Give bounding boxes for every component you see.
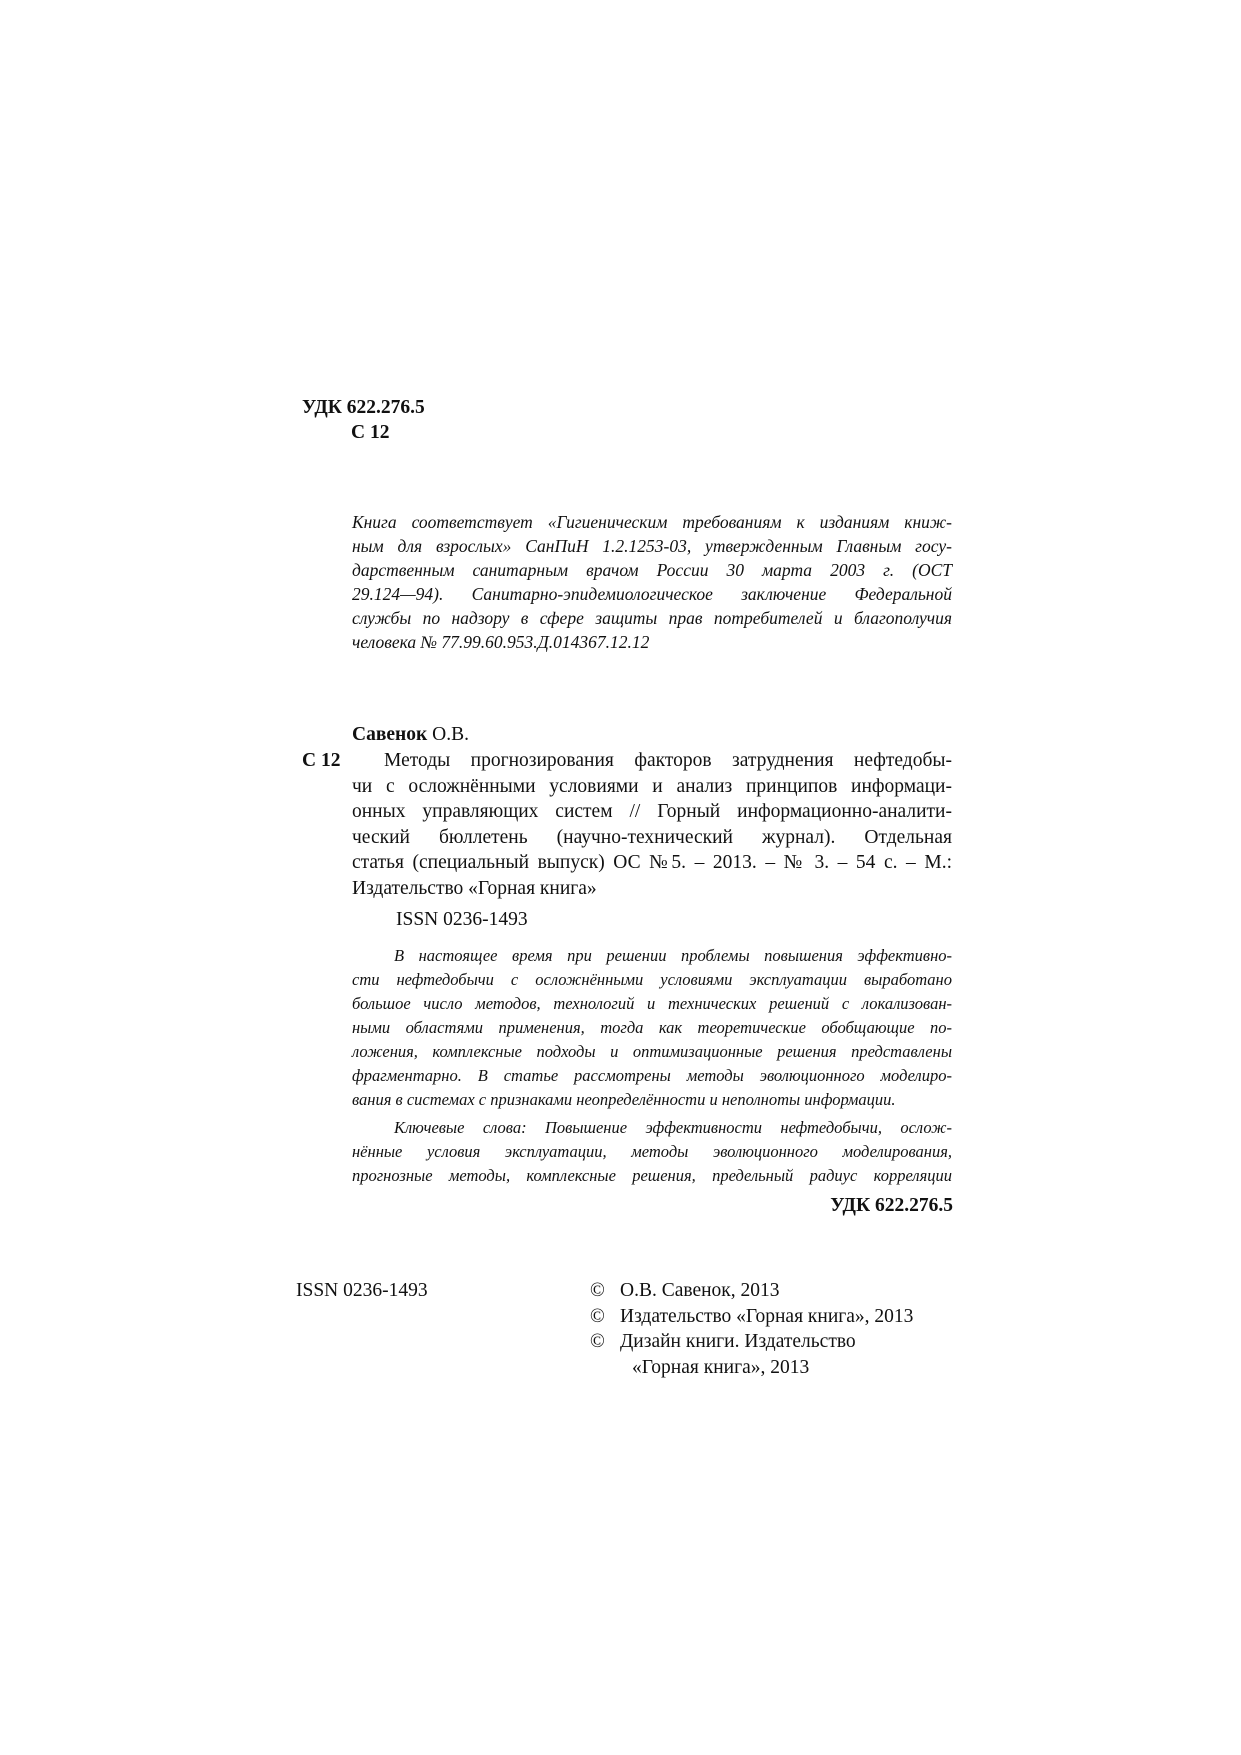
citation-line: чи с осложнёнными условиями и анализ принципов информаци- xyxy=(352,775,952,797)
abstract-line: ложения, комплексные подходы и оптимизационные решения представлены xyxy=(352,1042,952,1061)
abstract-line: большое число методов, технологий и технических решений с локализован- xyxy=(352,994,952,1013)
hygiene-line: 29.124—94). Санитарно-эпидемиологическое заключение Федеральной xyxy=(352,584,952,604)
copyright-continuation: «Горная книга», 2013 xyxy=(632,1356,810,1378)
copyright-row xyxy=(590,1329,913,1355)
issn-footer: ISSN 0236-1493 xyxy=(296,1280,428,1301)
copyright-row xyxy=(590,1304,913,1330)
hygiene-line: дарственным санитарным врачом России 30 марта 2003 г. (ОСТ xyxy=(352,560,952,580)
hygiene-line: ным для взрослых» СанПиН 1.2.1253-03, утвержденным Главным госу- xyxy=(352,536,952,556)
author-initials: О.В. xyxy=(432,724,469,745)
citation xyxy=(352,748,952,901)
copyright-text: Дизайн книги. Издательство xyxy=(620,1331,856,1352)
copyright-text: О.В. Савенок, 2013 xyxy=(620,1280,780,1301)
copyright-icon: © xyxy=(590,1331,605,1352)
abstract-line: вания в системах с признаками неопределённости и неполноты информации. xyxy=(352,1090,896,1109)
keywords-line: нённые условия эксплуатации, методы эволюционного моделирования, xyxy=(352,1142,952,1161)
keywords xyxy=(352,1116,952,1188)
citation-line: ческий бюллетень (научно-технический журнал). Отдельная xyxy=(352,826,952,848)
author xyxy=(352,722,469,747)
hygiene-note xyxy=(352,510,952,654)
copyright-block xyxy=(590,1278,913,1380)
hygiene-line: Книга соответствует «Гигиеническим требованиям к изданиям книж- xyxy=(352,512,952,532)
hygiene-line: человека № 77.99.60.953.Д.014367.12.12 xyxy=(352,632,650,652)
classification-code: С 12 xyxy=(351,422,390,443)
abstract-line: фрагментарно. В статье рассмотрены методы эволюционного моделиро- xyxy=(352,1066,952,1085)
keywords-line: Ключевые слова: Повышение эффективности нефтедобычи, ослож- xyxy=(394,1118,952,1137)
hygiene-line: службы по надзору в сфере защиты прав потребителей и благополучия xyxy=(352,608,952,628)
abstract-line: ными областями применения, тогда как теоретические обобщающие по- xyxy=(352,1018,952,1037)
author-surname: Савенок xyxy=(352,724,428,745)
keywords-line: прогнозные методы, комплексные решения, предельный радиус корреляции xyxy=(352,1166,952,1185)
udk-code: УДК 622.276.5 xyxy=(302,397,425,418)
citation-line: статья (специальный выпуск) ОС №5. – 2013. – № 3. – 54 с. – М.: xyxy=(352,852,952,873)
copyright-icon: © xyxy=(590,1305,605,1327)
issn-inline: ISSN 0236-1493 xyxy=(396,909,528,930)
citation-line: Методы прогнозирования факторов затруднения нефтедобы- xyxy=(384,750,952,771)
abstract-line: В настоящее время при решении проблемы повышения эффективно- xyxy=(394,946,952,965)
copyright-row xyxy=(590,1278,913,1304)
udk-block xyxy=(302,395,425,445)
citation-line: Издательство «Горная книга» xyxy=(352,877,597,899)
abstract-line: сти нефтедобычи с осложнёнными условиями эксплуатации выработано xyxy=(352,970,952,989)
copyright-icon: © xyxy=(590,1280,605,1301)
abstract xyxy=(352,944,952,1112)
citation-line: онных управляющих систем // Горный информационно-аналити- xyxy=(352,801,952,822)
copyright-text: Издательство «Горная книга», 2013 xyxy=(620,1305,914,1327)
code-label: С 12 xyxy=(302,750,341,771)
udk-right: УДК 622.276.5 xyxy=(830,1195,953,1216)
